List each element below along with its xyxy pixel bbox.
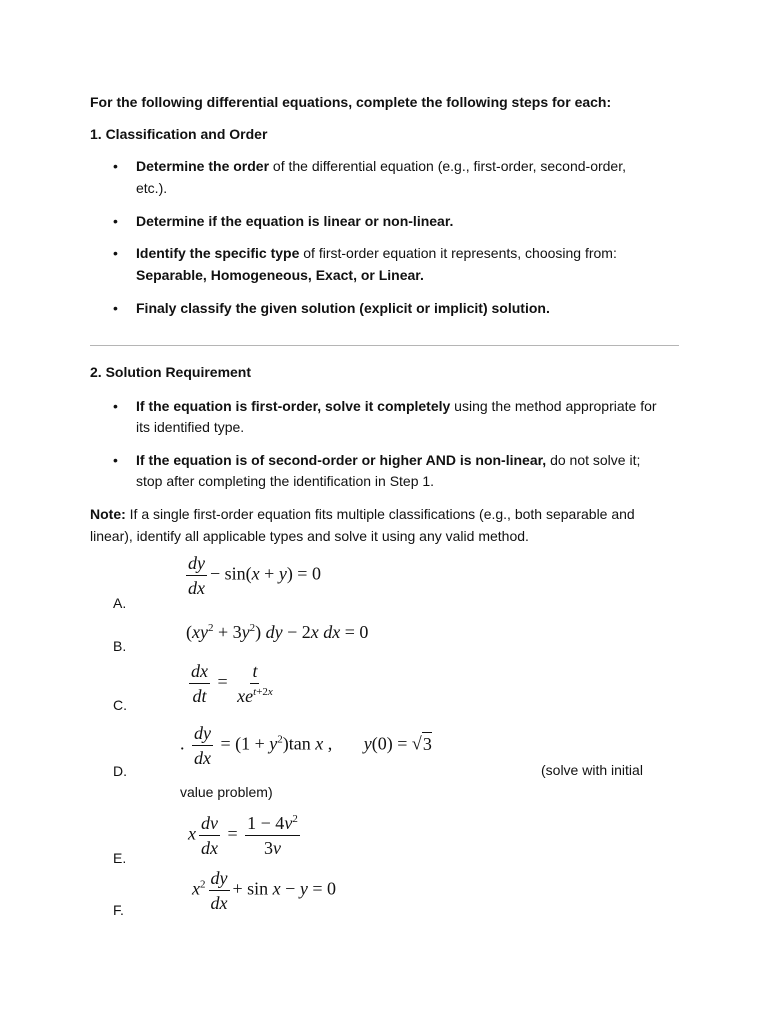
bullet-text: do not solve it;: [546, 452, 641, 468]
section1-bullet-2: Determine if the equation is linear or non-linear.: [136, 213, 454, 229]
equation-c: $\frac{dx}{dt}$ = $\frac{t}{xe^{t+2x}}$: [191, 661, 273, 706]
divider: [90, 345, 679, 346]
problem-label-f: F.: [113, 902, 124, 918]
note-line-1: [90, 504, 635, 525]
note-label: Note:: [90, 506, 126, 522]
problem-d-note-1: (solve with initial: [541, 762, 643, 778]
problem-label-e: E.: [113, 850, 127, 866]
problem-label-c: C.: [113, 697, 127, 713]
bullet-icon: •: [113, 213, 118, 229]
bullet-text: of first-order equation it represents, choosing from:: [299, 245, 617, 261]
problem-label-a: A.: [113, 595, 127, 611]
bullet-text: using the method appropriate for: [450, 398, 657, 414]
note-text: If a single first-order equation fits multiple classifications (e.g., both separable and: [125, 506, 635, 522]
section1-bullet-3-cont: Separable, Homogeneous, Exact, or Linear.: [136, 267, 424, 283]
bullet-icon: •: [113, 158, 118, 174]
bullet-bold: Determine the order: [136, 158, 270, 174]
bullet-icon: •: [113, 300, 118, 316]
section2-bullet-1: [136, 396, 657, 417]
intro-text: For the following differential equations, complete the following steps for each:: [90, 94, 612, 110]
bullet-bold: If the equation is first-order, solve it completely: [136, 398, 451, 414]
equation-d: . $\frac{dy}{dx}$ = $(1 + y^2)\tan$ x , y(0) = √3: [180, 723, 432, 768]
section2-bullet-2-cont: stop after completing the identification in Step 1.: [136, 473, 435, 489]
bullet-icon: •: [113, 245, 118, 261]
equation-e: x $\frac{dv}{dx}$ = $\frac{1 - 4v^2}{3v}$: [188, 813, 298, 858]
equation-a: $\frac{dy}{dx}$ − sin(x + y) = 0: [188, 553, 321, 598]
bullet-icon: •: [113, 398, 118, 414]
problem-d-note-2: value problem): [180, 784, 273, 800]
section1-bullet-3: [136, 243, 617, 264]
problem-label-b: B.: [113, 638, 127, 654]
equation-f: $x^2$ $\frac{dy}{dx}$ + sin x − y = 0: [192, 868, 336, 913]
section2-bullet-1-cont: its identified type.: [136, 419, 245, 435]
bullet-bold: If the equation is of second-order or higher AND is non-linear,: [136, 452, 547, 468]
section2-bullet-2: [136, 450, 640, 471]
equation-b: $(xy^2 + 3y^2)$ dy − 2x dx = 0: [186, 622, 369, 642]
bullet-icon: •: [113, 452, 118, 468]
bullet-bold: Identify the specific type: [136, 245, 300, 261]
section1-bullet-1: [136, 156, 626, 177]
bullet-text: of the differential equation (e.g., first-order, second-order,: [269, 158, 626, 174]
section2-heading: 2. Solution Requirement: [90, 364, 252, 380]
note-line-2: linear), identify all applicable types and solve it using any valid method.: [90, 528, 529, 544]
section1-bullet-1-cont: etc.).: [136, 180, 168, 196]
section1-heading: 1. Classification and Order: [90, 126, 268, 142]
problem-label-d: D.: [113, 763, 127, 779]
section1-bullet-4: Finaly classify the given solution (explicit or implicit) solution.: [136, 300, 550, 316]
